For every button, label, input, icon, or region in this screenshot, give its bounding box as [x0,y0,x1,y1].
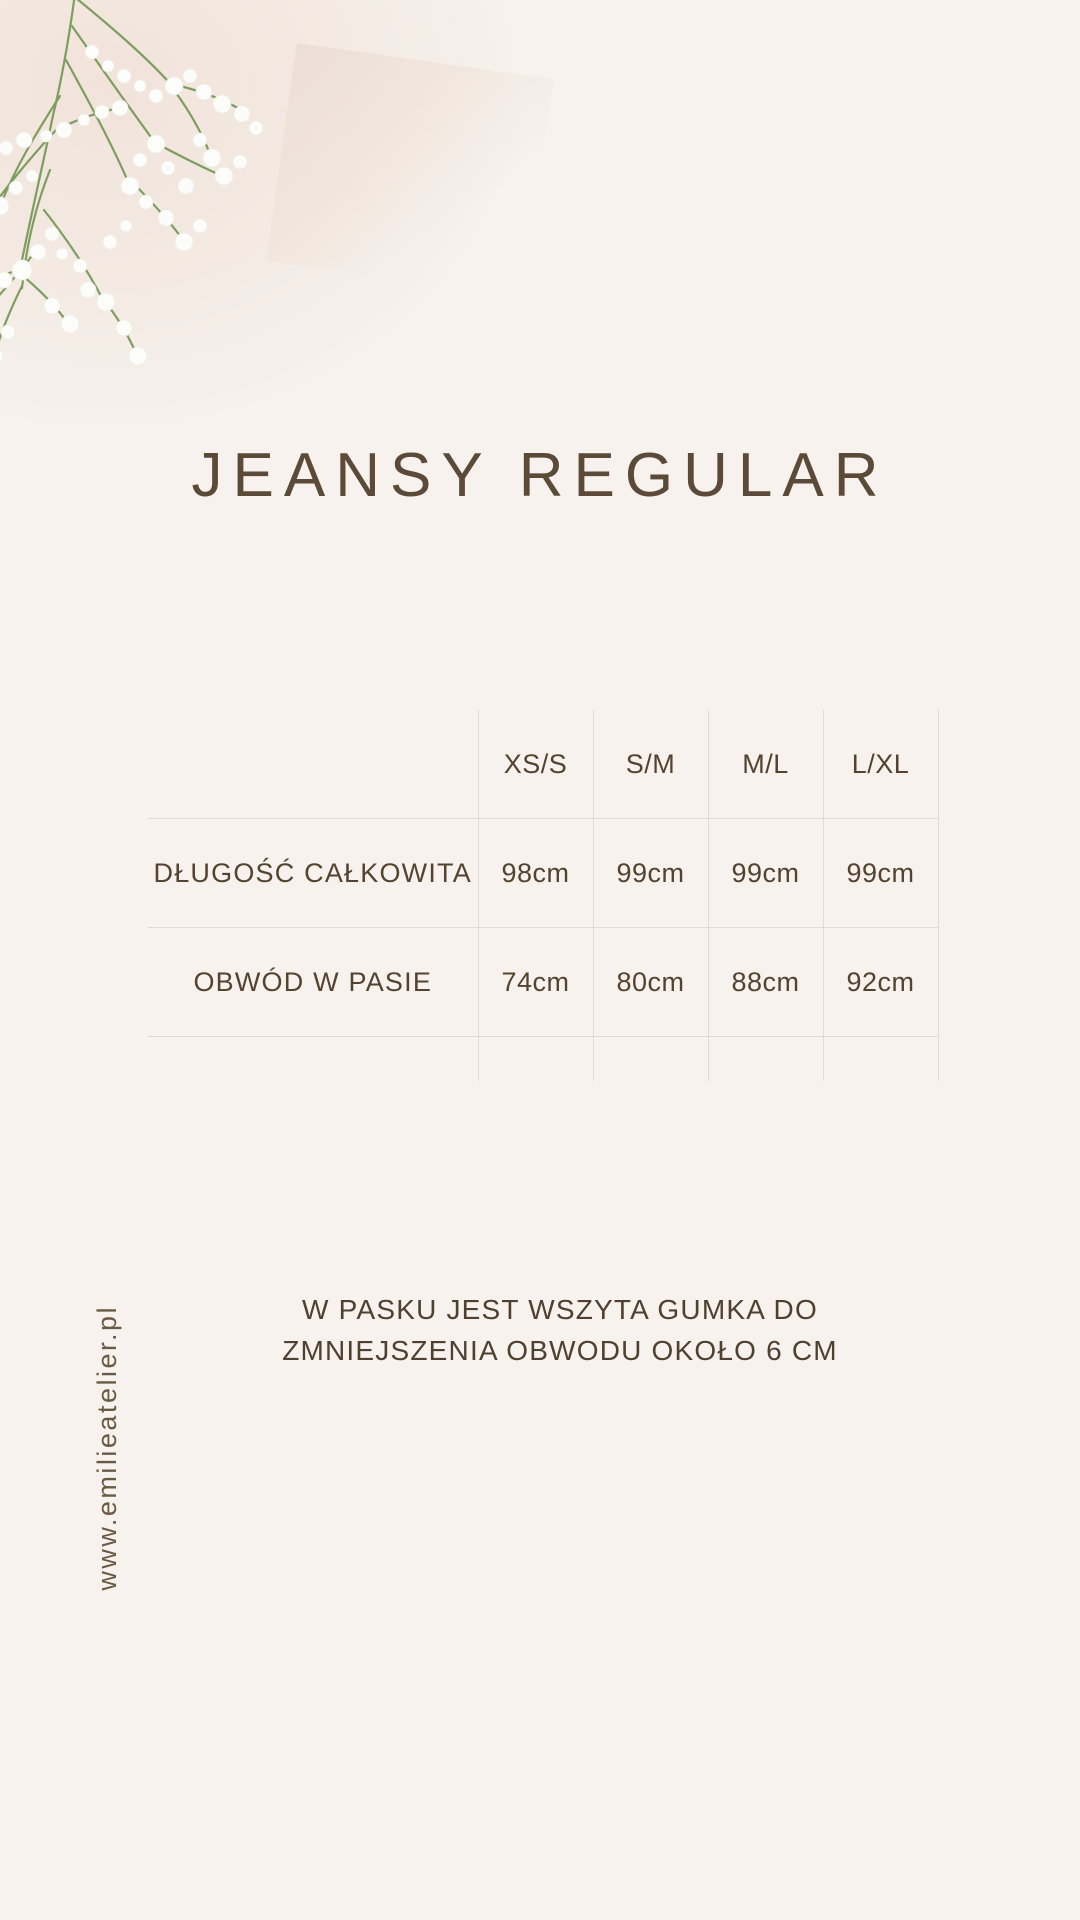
table-column-header: L/XL [823,710,938,819]
note-text [180,1290,940,1371]
table-cell: 98cm [478,819,593,928]
table-row-label: DŁUGOŚĆ CAŁKOWITA [148,819,478,928]
note-line-1: W PASKU JEST WSZYTA GUMKA DO [302,1294,818,1325]
table-column-header: XS/S [478,710,593,819]
table-filler-cell [823,1037,938,1082]
table-column-header: M/L [708,710,823,819]
table-filler-cell [593,1037,708,1082]
table-filler-cell [708,1037,823,1082]
table-column-header: S/M [593,710,708,819]
table-cell: 92cm [823,928,938,1037]
table-filler-cell [148,1037,478,1082]
note-line-2: ZMNIEJSZENIA OBWODU OKOŁO 6 CM [282,1334,838,1366]
table-cell: 99cm [708,819,823,928]
table-cell: 99cm [593,819,708,928]
table-cell: 74cm [478,928,593,1037]
table-cell: 99cm [823,819,938,928]
table-corner-cell [148,710,478,819]
background-tint-secondary [266,43,554,297]
table-header-row [148,710,938,819]
table-filler-row [148,1037,938,1082]
table-cell: 80cm [593,928,708,1037]
table-row [148,928,938,1037]
website-url: www.emilieatelier.pl [92,1305,122,1591]
page-title: JEANSY REGULAR [191,441,889,510]
size-table [148,710,939,1081]
table-cell: 88cm [708,928,823,1037]
table-row [148,819,938,928]
table-row-label: OBWÓD W PASIE [148,928,478,1037]
size-table-container [148,710,938,1081]
table-filler-cell [478,1037,593,1082]
